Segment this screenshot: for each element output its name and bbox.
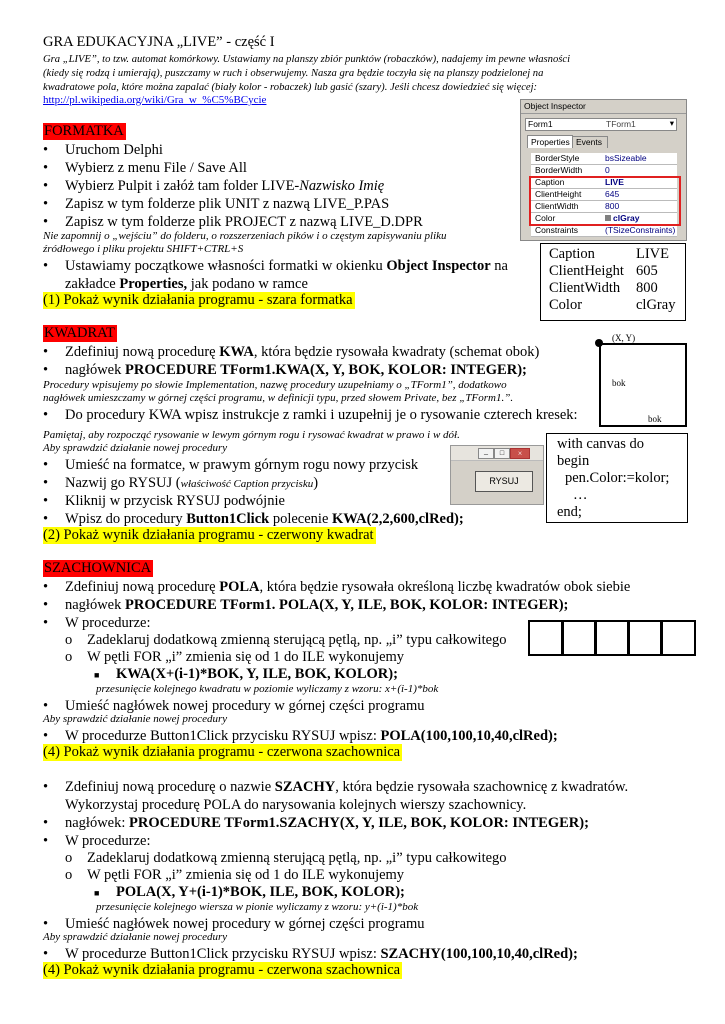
list-item-cont: Wykorzystaj procedurę POLA do narysowania kolejnych wierszy szachownicy. (65, 797, 527, 813)
list-item: • W procedurze Button1Click przycisku RYSUJ wpisz: SZACHY(100,100,10,40,clRed); (43, 945, 578, 963)
properties-box: Caption LIVE ClientHeight 605 ClientWidth 800 Color clGray (540, 243, 686, 321)
sub-item: o Zadeklaruj dodatkową zmienną sterującą pętlą, np. „i” typu całkowitego (65, 850, 507, 866)
note: przesunięcie kolejnego kwadratu w poziomie wyliczamy z wzoru: x+(i-1)*bok (96, 683, 439, 695)
list-item: • W procedurze: (43, 832, 150, 850)
sub-item: o Zadeklaruj dodatkową zmienną sterującą pętlą, np. „i” typu całkowitego (65, 632, 507, 648)
inspector-row[interactable]: BorderStyle bsSizeable (531, 153, 677, 165)
result-1: (1) Pokaż wynik działania programu - szara formatka (43, 292, 353, 308)
list-item: • Umieść na formatce, w prawym górnym rogu nowy przycisk (43, 456, 418, 474)
inspector-row[interactable]: Color clGray (531, 213, 677, 225)
list-item: • Umieść nagłówek nowej procedury w górnej części programu (43, 915, 425, 933)
list-item: • Wybierz z menu File / Save All (43, 159, 247, 177)
list-item: • nagłówek PROCEDURE TForm1.KWA(X, Y, BOK, KOLOR: INTEGER); (43, 361, 527, 379)
list-item: • Nazwij go RYSUJ (właściwość Caption przycisku) (43, 474, 318, 493)
result-4: (4) Pokaż wynik działania programu - czerwona szachownica (43, 962, 401, 978)
list-item: • nagłówek PROCEDURE TForm1. POLA(X, Y, ILE, BOK, KOLOR: INTEGER); (43, 596, 568, 614)
list-item: • Uruchom Delphi (43, 141, 163, 159)
note: Aby sprawdzić działanie nowej procedury (43, 931, 228, 943)
sub-sub-item: ■ POLA(X, Y+(i-1)*BOK, ILE, BOK, KOLOR); (94, 884, 405, 900)
object-inspector-window (520, 99, 687, 241)
sub-item: o W pętli FOR „i” zmienia się od 1 do ILE wykonujemy (65, 649, 405, 665)
list-item-cont: zakładce Properties, jak podano w ramce (65, 276, 308, 292)
list-item: • Kliknij w przycisk RYSUJ podwójnie (43, 492, 285, 510)
inspector-row[interactable]: ClientWidth 800 (531, 201, 677, 213)
section-heading-formatka: FORMATKA (44, 123, 124, 139)
result-3: (4) Pokaż wynik działania programu - czerwona szachownica (43, 744, 401, 760)
list-item: • Zdefiniuj nową procedurę o nazwie SZACHY, która będzie rysowała szachownicę z kwadratów. (43, 778, 628, 796)
list-item: • Ustawiamy początkowe własności formatki w okienku Object Inspector na (43, 257, 508, 275)
note: źródłowego i pliku projektu SHIFT+CTRL+S (43, 243, 244, 255)
diagram-side-label: bok (612, 378, 626, 388)
chevron-down-icon: ▾ (669, 118, 674, 128)
tab-events[interactable]: Events (572, 136, 608, 148)
sub-item: o W pętli FOR „i” zmienia się od 1 do ILE wykonujemy (65, 867, 405, 883)
note: Aby sprawdzić działanie nowej procedury (43, 713, 228, 725)
rysuj-button[interactable]: RYSUJ (475, 471, 533, 492)
list-item: • W procedurze Button1Click przycisku RYSUJ wpisz: POLA(100,100,10,40,clRed); (43, 727, 558, 745)
section-heading-kwadrat: KWADRAT (44, 325, 115, 341)
result-2: (2) Pokaż wynik działania programu - czerwony kwadrat (43, 527, 374, 543)
list-item: • nagłówek: PROCEDURE TForm1.SZACHY(X, Y, ILE, BOK, KOLOR: INTEGER); (43, 814, 589, 832)
intro-line-2: (kiedy się rodzą i umierają), puszczamy w ruch i obserwujemy. Nasza gra będzie toczyła się na planszy podzielonej na (43, 68, 544, 79)
note: Pamiętaj, aby rozpocząć rysowanie w lewym górnym rogu i rysować kwadrat w prawo i w dół. (43, 429, 460, 441)
section-heading-szachownica: SZACHOWNICA (44, 560, 152, 576)
diagram-bottom-label: bok (648, 414, 662, 424)
intro-line-3: kwadratowe pola, które można zapalać (biały kolor - robaczek) lub gasić (szary). Jeśli chcesz dowiedzieć się więcej: (43, 82, 538, 93)
maximize-icon[interactable]: □ (494, 448, 510, 459)
list-item: • Zapisz w tym folderze plik PROJECT z nazwą LIVE_D.DPR (43, 213, 423, 231)
diagram-xy-label: (X, Y) (612, 333, 636, 343)
list-item: • Wybierz Pulpit i załóż tam folder LIVE-Nazwisko Imię (43, 177, 384, 195)
page-title: GRA EDUKACYJNA „LIVE” - część I (43, 34, 275, 50)
inspector-row[interactable]: BorderWidth 0 (531, 165, 677, 177)
list-item: • Zdefiniuj nową procedurę KWA, która będzie rysowała kwadraty (schemat obok) (43, 343, 539, 361)
tab-properties[interactable]: Properties (527, 135, 573, 148)
list-item: • Zapisz w tym folderze plik UNIT z nazwą LIVE_P.PAS (43, 195, 389, 213)
component-select[interactable]: Form1 TForm1 ▾ (525, 118, 677, 131)
inspector-row[interactable]: ClientHeight 645 (531, 189, 677, 201)
minimize-icon[interactable]: – (478, 448, 494, 459)
form-window-snippet (450, 445, 544, 505)
list-item: • Umieść nagłówek nowej procedury w górnej części programu (43, 697, 425, 715)
list-item: • W procedurze: (43, 614, 150, 632)
inspector-title: Object Inspector (524, 101, 586, 111)
note: przesunięcie kolejnego wiersza w pionie wyliczamy z wzoru: y+(i-1)*bok (96, 901, 419, 913)
note: nagłówek umieszczamy w górnej części programu, w definicji typu, przed słowem Private, bez „TForm1.”. (43, 392, 514, 404)
list-item: • Wpisz do procedury Button1Click polecenie KWA(2,2,600,clRed); (43, 510, 464, 528)
list-item: • Do procedury KWA wpisz instrukcje z ramki i uzupełnij je o rysowanie czterech kresek: (43, 406, 578, 424)
wiki-link[interactable]: http://pl.wikipedia.org/wiki/Gra_w_%C5%BCycie (43, 94, 267, 106)
note: Nie zapomnij o „wejściu” do folderu, o rozszerzeniach pików i o częstym zapisywaniu pliku (43, 230, 447, 242)
inspector-row[interactable]: Caption LIVE (531, 177, 677, 189)
sub-sub-item: ■ KWA(X+(i-1)*BOK, Y, ILE, BOK, KOLOR); (94, 666, 398, 682)
inspector-row[interactable]: Constraints (TSizeConstraints) (531, 225, 677, 237)
note: Aby sprawdzić działanie nowej procedury (43, 442, 228, 454)
close-icon[interactable]: × (510, 448, 530, 459)
note: Procedury wpisujemy po słowie Implementation, nazwę procedury uzupełniamy o „TForm1”, dodatkowo (43, 379, 507, 391)
list-item: • Zdefiniuj nową procedurę POLA, która będzie rysowała określoną liczbę kwadratów obok siebie (43, 578, 630, 596)
highlight-frame (529, 176, 681, 226)
code-box: with canvas do begin pen.Color:=kolor; … end; (546, 433, 688, 523)
intro-line-1: Gra „LIVE”, to tzw. automat komórkowy. Ustawiamy na planszy zbiór punktów (robaczków), nadajemy im pewne własności (43, 54, 571, 65)
